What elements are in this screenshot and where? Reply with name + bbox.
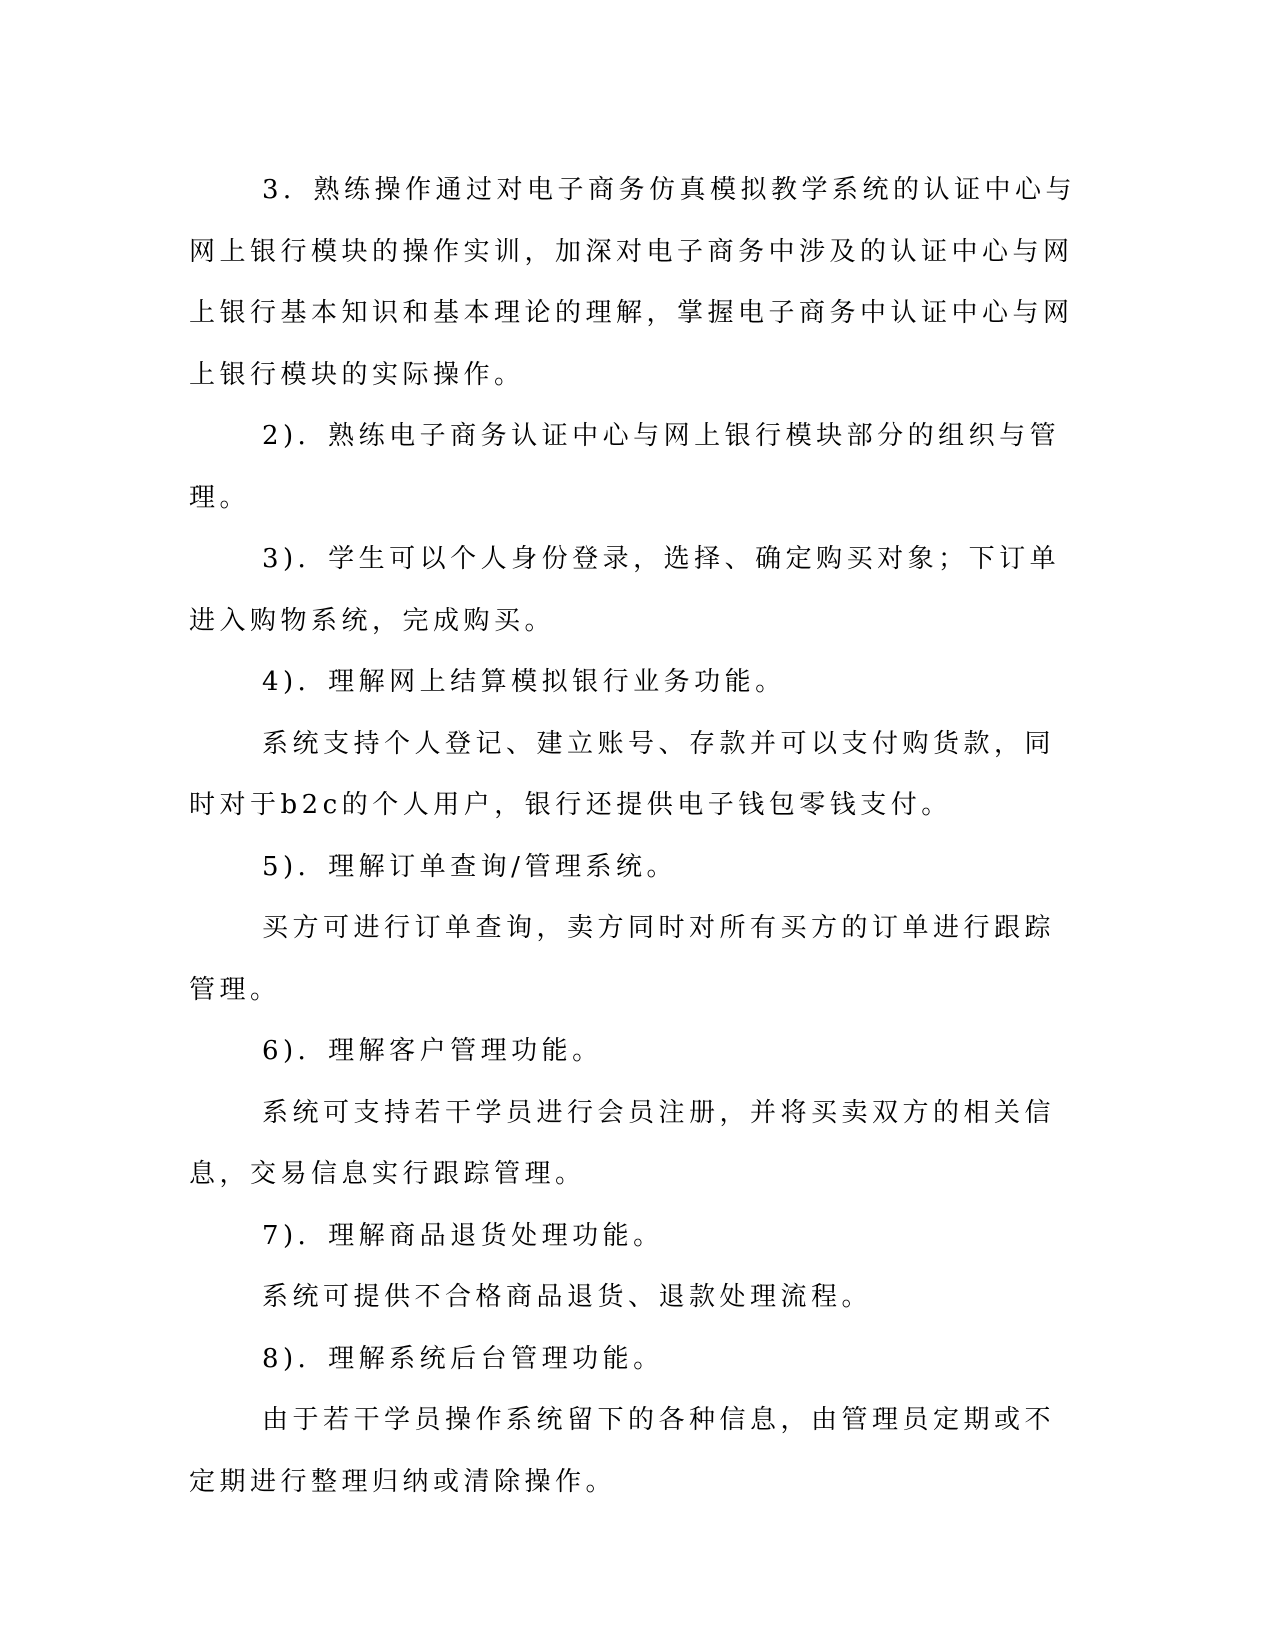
- paragraph-3: 3)．学生可以个人身份登录，选择、确定购买对象；下订单进入购物系统，完成购买。: [189, 544, 1061, 636]
- document-body: [189, 160, 1079, 1513]
- paragraph-7: 买方可进行订单查询，卖方同时对所有买方的订单进行跟踪管理。: [189, 913, 1056, 1005]
- paragraph-9: 系统可支持若干学员进行会员注册，并将买卖双方的相关信息，交易信息实行跟踪管理。: [189, 1097, 1056, 1189]
- paragraph-2: 2)．熟练电子商务认证中心与网上银行模块部分的组织与管理。: [189, 421, 1061, 513]
- paragraph-4: 4)．理解网上结算模拟银行业务功能。: [262, 667, 786, 697]
- paragraph-1: 3．熟练操作通过对电子商务仿真模拟教学系统的认证中心与网上银行模块的操作实训，加深对电子商务中涉及的认证中心与网上银行基本知识和基本理论的理解，掌握电子商务中认证中心与网上银行模块的实际操作。: [189, 175, 1077, 390]
- paragraph-11: 系统可提供不合格商品退货、退款处理流程。: [262, 1282, 873, 1312]
- paragraph-6: 5)．理解订单查询/管理系统。: [262, 851, 677, 882]
- paragraph-10: 7)．理解商品退货处理功能。: [262, 1220, 664, 1251]
- paragraph-12: 8)．理解系统后台管理功能。: [262, 1343, 664, 1374]
- paragraph-13: 由于若干学员操作系统留下的各种信息，由管理员定期或不定期进行整理归纳或清除操作。: [189, 1405, 1056, 1497]
- paragraph-8: 6)．理解客户管理功能。: [262, 1036, 603, 1066]
- paragraph-5: 系统支持个人登记、建立账号、存款并可以支付购货款，同时对于b2c的个人用户，银行还提供电子钱包零钱支付。: [189, 728, 1056, 820]
